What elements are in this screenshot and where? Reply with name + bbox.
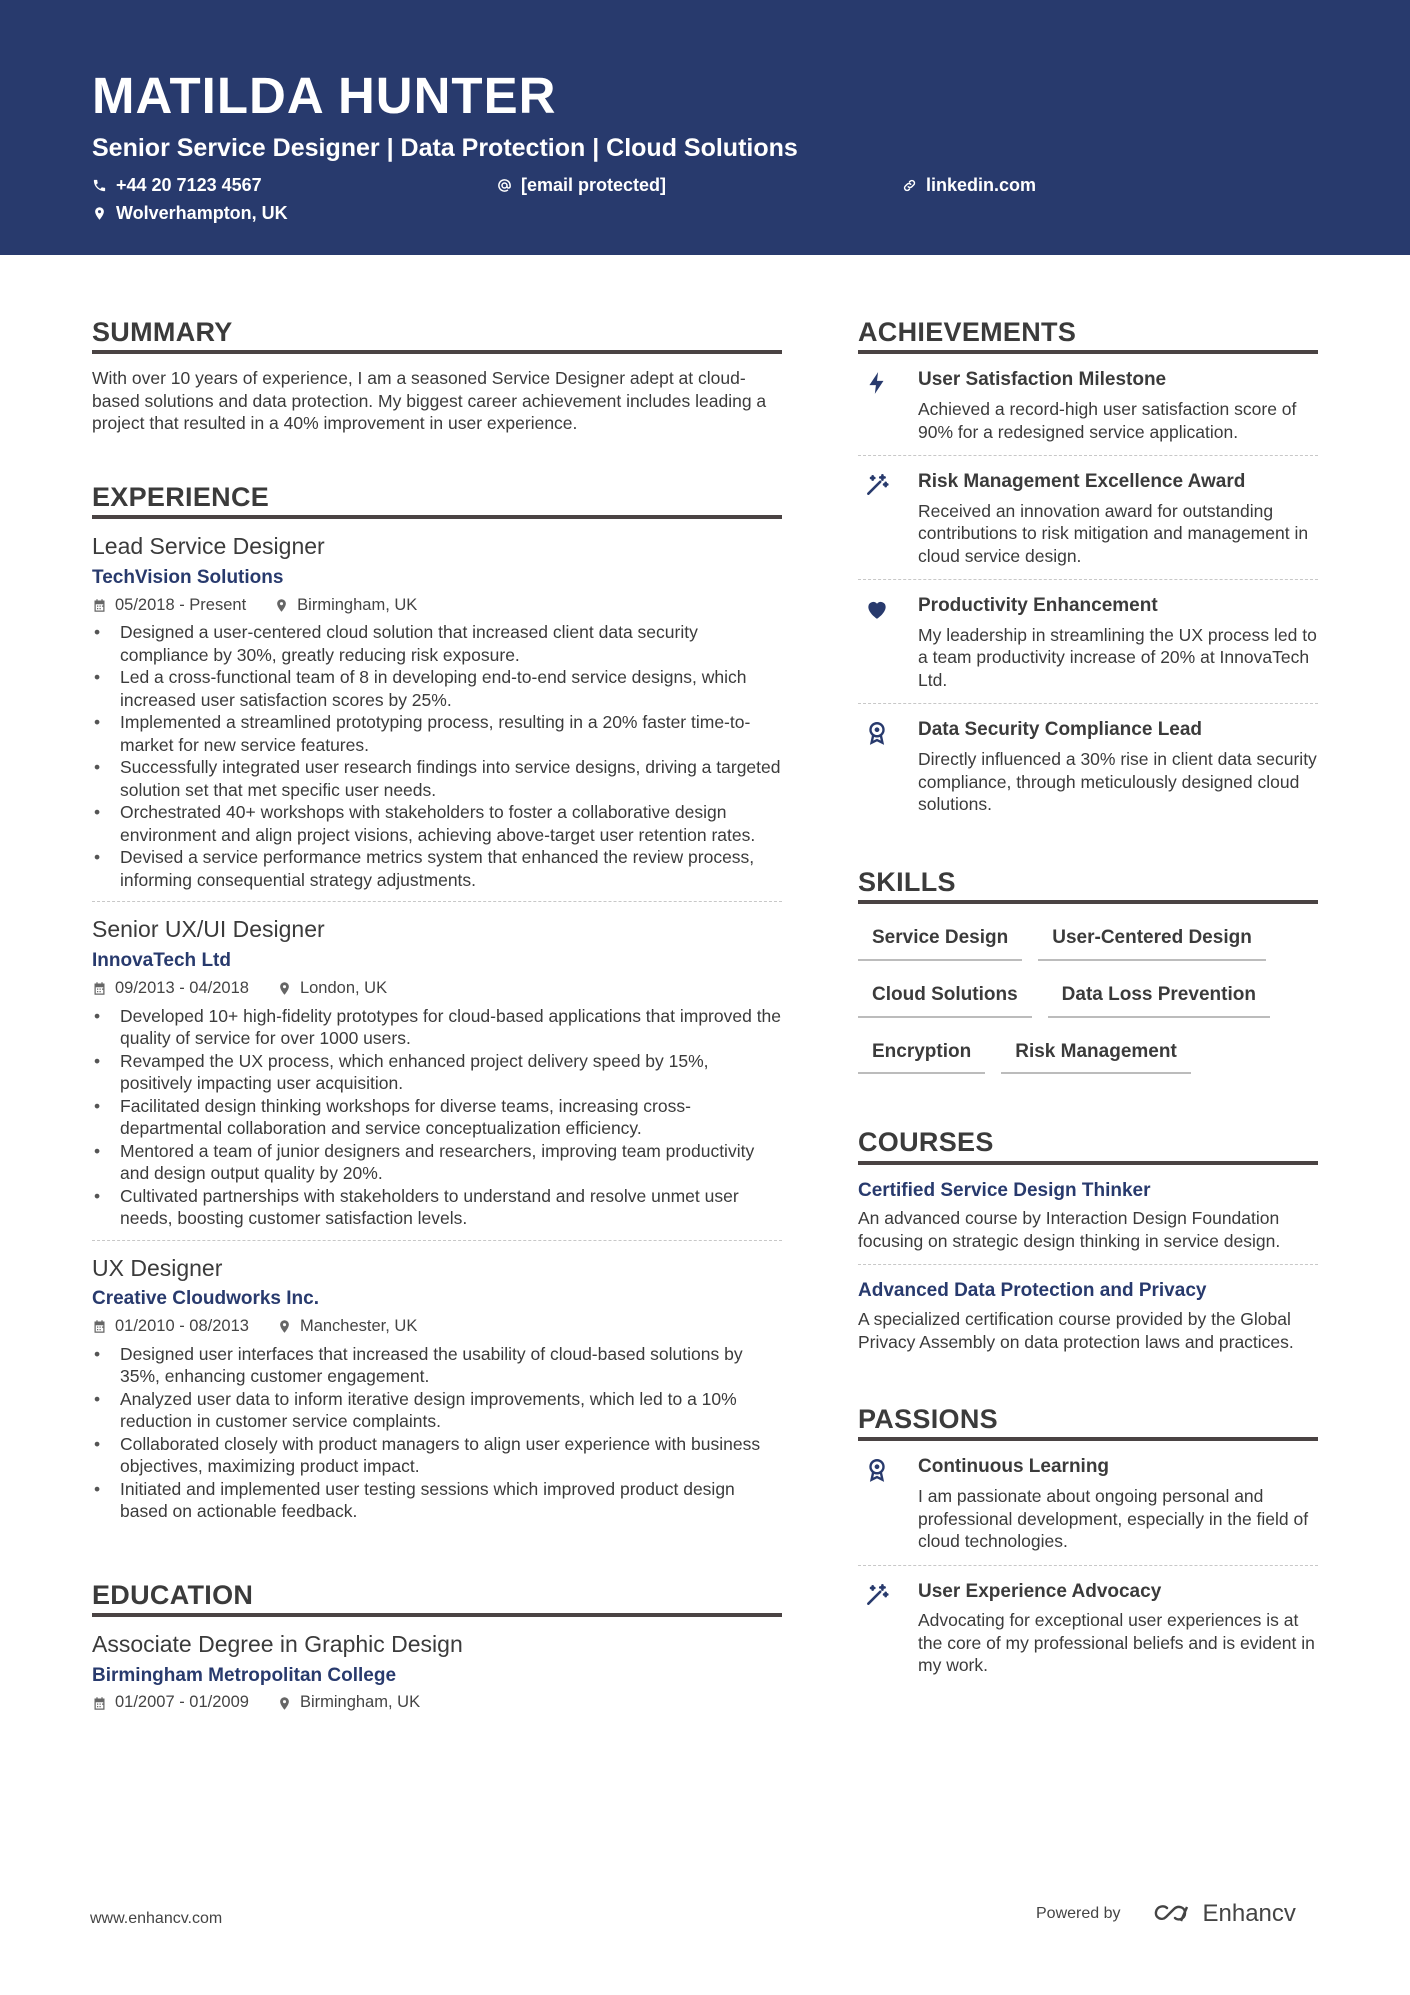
passion-icon-wrap — [858, 1580, 918, 1677]
location-pin-icon — [277, 981, 292, 996]
course-title: Certified Service Design Thinker — [858, 1179, 1151, 1201]
resume-header — [0, 0, 1410, 255]
footer-website[interactable]: www.enhancv.com — [90, 1910, 223, 1927]
school-name: Birmingham Metropolitan College — [92, 1664, 397, 1686]
calendar-icon — [92, 1696, 107, 1711]
education-dates-text: 01/2007 - 01/2009 — [115, 1693, 249, 1712]
courses-title: COURSES — [858, 1128, 1318, 1164]
contact-location — [92, 204, 288, 222]
education-dates — [92, 1693, 249, 1713]
job-dates — [92, 1317, 249, 1337]
passion-title: User Experience Advocacy — [918, 1580, 1162, 1602]
job-location — [274, 596, 417, 616]
summary-title: SUMMARY — [92, 318, 782, 354]
bullet-item: • Designed a user-centered cloud solution that increased client data security compliance by 30%, greatly reducing risk exposure. — [92, 621, 782, 666]
course-item — [858, 1265, 1318, 1365]
bullet-item: • Successfully integrated user research findings into service designs, driving a targeted solution set that met specific user needs. — [92, 756, 782, 801]
job-location — [277, 1317, 417, 1337]
candidate-headline: Senior Service Designer | Data Protection | Cloud Solutions — [92, 134, 798, 162]
achievement-title: User Satisfaction Milestone — [918, 369, 1167, 391]
achievement-desc: Achieved a record-high user satisfaction score of 90% for a redesigned service application. — [918, 399, 1297, 442]
education-entry — [92, 1617, 782, 1723]
job-location-text: Manchester, UK — [299, 1316, 418, 1335]
job-location-text: London, UK — [299, 978, 388, 997]
education-location-text: Birmingham, UK — [299, 1693, 421, 1712]
skill-tag: Data Loss Prevention — [1048, 975, 1270, 1018]
achievement-desc: My leadership in streamlining the UX process led to a team productivity increase of 20% at InnovaTech Ltd. — [918, 624, 1317, 690]
bullet-item: • Developed 10+ high-fidelity prototypes for cloud-based applications that improved the quality of service for over 1000 users. — [92, 1005, 782, 1050]
company-name: TechVision Solutions — [92, 566, 284, 588]
passion-body — [918, 1580, 1318, 1677]
calendar-icon — [92, 981, 107, 996]
course-desc: An advanced course by Interaction Design Foundation focusing on strategic design thinking in service design. — [858, 1208, 1281, 1251]
job-entry — [92, 902, 782, 1240]
email-address[interactable]: [email protected] — [521, 175, 667, 195]
bullet-item: • Designed user interfaces that increased the usability of cloud-based solutions by 35%, enhancing customer engagement. — [92, 1343, 782, 1388]
skill-tag: User-Centered Design — [1038, 918, 1266, 961]
achievement-item — [858, 580, 1318, 704]
passion-title: Continuous Learning — [918, 1456, 1110, 1478]
skill-tag: Risk Management — [1001, 1032, 1191, 1075]
passion-icon-wrap — [858, 1455, 918, 1552]
calendar-icon — [92, 598, 107, 613]
education-location — [277, 1693, 420, 1713]
bullet-item: • Mentored a team of junior designers and researchers, improving team productivity and design output quality by 20%. — [92, 1140, 782, 1185]
job-bullets — [92, 621, 782, 891]
education-section — [92, 1581, 782, 1724]
achievement-item — [858, 354, 1318, 456]
achievement-body — [918, 718, 1318, 815]
job-location — [277, 979, 387, 999]
passions-section — [858, 1405, 1318, 1689]
summary-section — [92, 318, 782, 435]
achievement-body — [918, 368, 1318, 443]
skills-section — [858, 868, 1318, 1089]
achievement-icon-wrap — [858, 718, 918, 815]
achievement-icon-wrap — [858, 368, 918, 443]
company-name: Creative Cloudworks Inc. — [92, 1288, 320, 1310]
left-column — [92, 318, 782, 1723]
brand-name: Enhancv — [1202, 1900, 1296, 1927]
passion-item — [858, 1566, 1318, 1689]
course-desc: A specialized certification course provided by the Global Privacy Assembly on data protection laws and practices. — [858, 1309, 1294, 1352]
job-bullets — [92, 1005, 782, 1230]
bullet-item: • Led a cross-functional team of 8 in developing end-to-end service designs, which increased user satisfaction scores by 25%. — [92, 666, 782, 711]
job-dates — [92, 979, 249, 999]
bullet-item: • Cultivated partnerships with stakeholders to understand and resolve unmet user needs, boosting customer satisfaction levels. — [92, 1185, 782, 1230]
skill-tag: Encryption — [858, 1032, 985, 1075]
location-pin-icon — [277, 1696, 292, 1711]
achievement-title: Productivity Enhancement — [918, 595, 1158, 617]
bullet-item: • Collaborated closely with product managers to align user experience with business objectives, maximizing product impact. — [92, 1433, 782, 1478]
passions-title: PASSIONS — [858, 1405, 1318, 1441]
skills-title: SKILLS — [858, 868, 1318, 904]
achievement-body — [918, 594, 1318, 691]
job-title: UX Designer — [92, 1254, 223, 1281]
job-entry — [92, 1241, 782, 1533]
achievement-title: Risk Management Excellence Award — [918, 471, 1246, 493]
job-title: Senior UX/UI Designer — [92, 916, 325, 943]
skill-tag: Cloud Solutions — [858, 975, 1032, 1018]
lightning-icon — [864, 370, 890, 396]
at-icon — [497, 178, 512, 193]
job-meta — [92, 1317, 782, 1337]
achievement-icon-wrap — [858, 594, 918, 691]
link-icon — [902, 178, 917, 193]
bullet-item: • Implemented a streamlined prototyping process, resulting in a 20% faster time-to-market for new service features. — [92, 711, 782, 756]
bullet-item: • Analyzed user data to inform iterative design improvements, which led to a 10% reduction in customer service complaints. — [92, 1388, 782, 1433]
candidate-name: MATILDA HUNTER — [92, 67, 557, 124]
achievement-item — [858, 704, 1318, 827]
passion-body — [918, 1455, 1318, 1552]
company-name: InnovaTech Ltd — [92, 949, 231, 971]
course-item — [858, 1165, 1318, 1266]
award-ribbon-icon — [864, 720, 890, 746]
phone-icon — [92, 178, 107, 193]
education-meta — [92, 1693, 782, 1713]
enhancv-logo-icon — [1147, 1901, 1195, 1927]
achievement-desc: Received an innovation award for outstanding contributions to risk mitigation and management in cloud service design. — [918, 500, 1309, 566]
brand-logo[interactable] — [1147, 1900, 1296, 1928]
footer-branding — [1036, 1900, 1296, 1928]
contact-email — [497, 176, 666, 194]
skills-list — [858, 918, 1318, 1088]
job-bullets — [92, 1343, 782, 1523]
achievement-desc: Directly influenced a 30% rise in client data security compliance, through meticulously designed cloud solutions. — [918, 749, 1317, 815]
calendar-icon — [92, 1319, 107, 1334]
job-meta — [92, 596, 782, 616]
location-pin-icon — [92, 206, 107, 221]
award-ribbon-icon — [864, 1457, 890, 1483]
location-pin-icon — [277, 1319, 292, 1334]
linkedin-link[interactable]: linkedin.com — [926, 175, 1037, 195]
course-title: Advanced Data Protection and Privacy — [858, 1280, 1207, 1302]
right-column — [858, 318, 1318, 1689]
achievements-title: ACHIEVEMENTS — [858, 318, 1318, 354]
bullet-item: • Revamped the UX process, which enhanced project delivery speed by 15%, positively impacting user acquisition. — [92, 1050, 782, 1095]
powered-by-text: Powered by — [1036, 1905, 1121, 1922]
degree-title: Associate Degree in Graphic Design — [92, 1631, 463, 1658]
bullet-item: • Orchestrated 40+ workshops with stakeholders to foster a collaborative design environment and align project visions, achieving above-target user retention rates. — [92, 801, 782, 846]
magic-wand-icon — [864, 1582, 890, 1608]
heart-icon — [864, 596, 890, 622]
passion-item — [858, 1441, 1318, 1565]
achievement-body — [918, 470, 1318, 567]
skill-tag: Service Design — [858, 918, 1022, 961]
job-meta — [92, 979, 782, 999]
job-dates — [92, 596, 246, 616]
location-pin-icon — [274, 598, 289, 613]
summary-text: With over 10 years of experience, I am a seasoned Service Designer adept at cloud-based solutions and data protection. My biggest career achievement includes leading a project that resulted in a 40% improvement in user experience. — [92, 368, 767, 434]
experience-title: EXPERIENCE — [92, 483, 782, 519]
job-dates-text: 01/2010 - 08/2013 — [115, 1316, 249, 1335]
magic-wand-icon — [864, 472, 890, 498]
phone-number: +44 20 7123 4567 — [116, 175, 262, 195]
experience-section — [92, 483, 782, 1533]
achievement-item — [858, 456, 1318, 580]
job-dates-text: 05/2018 - Present — [115, 595, 247, 614]
job-dates-text: 09/2013 - 04/2018 — [115, 978, 249, 997]
job-entry — [92, 519, 782, 902]
passion-desc: I am passionate about ongoing personal and professional development, especially in the field of cloud technologies. — [918, 1486, 1309, 1552]
passion-desc: Advocating for exceptional user experiences is at the core of my professional beliefs and is evident in my work. — [918, 1610, 1315, 1676]
contact-phone — [92, 176, 262, 194]
contact-linkedin — [902, 176, 1036, 194]
job-title: Lead Service Designer — [92, 533, 325, 560]
bullet-item: • Devised a service performance metrics system that enhanced the review process, informing consequential strategy adjustments. — [92, 846, 782, 891]
courses-section — [858, 1128, 1318, 1365]
bullet-item: • Initiated and implemented user testing sessions which improved product design based on actionable feedback. — [92, 1478, 782, 1523]
achievements-section — [858, 318, 1318, 828]
achievement-icon-wrap — [858, 470, 918, 567]
education-title: EDUCATION — [92, 1581, 782, 1617]
location-text: Wolverhampton, UK — [116, 203, 288, 223]
achievement-title: Data Security Compliance Lead — [918, 719, 1203, 741]
bullet-item: • Facilitated design thinking workshops for diverse teams, increasing cross-departmental collaboration and service conceptualization efficiency. — [92, 1095, 782, 1140]
job-location-text: Birmingham, UK — [297, 595, 418, 614]
